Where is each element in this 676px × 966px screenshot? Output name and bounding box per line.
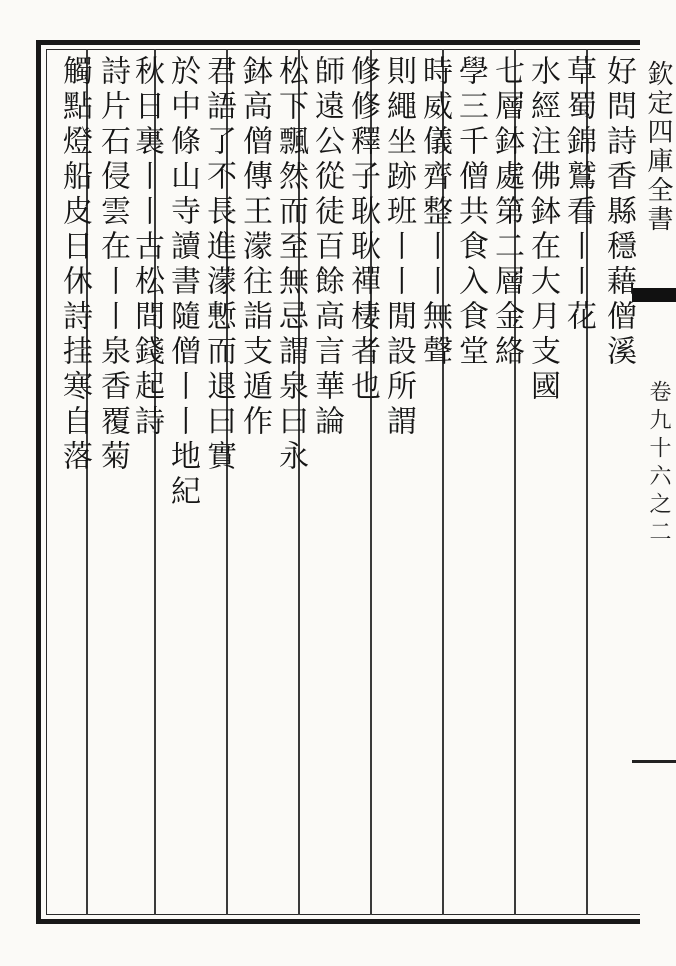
text-column: 修修釋子耿耿禪棲者也 [345,55,380,405]
text-column: 時威儀齊整丨丨無聲 [417,55,452,370]
text-column: 秋日裏丨丨古松間錢起詩 [129,55,164,440]
text-column: 七層鉢處第二層金絡 [489,55,524,370]
text-column: 觸點燈船皮日休詩挂寒自落 [57,55,92,475]
text-column: 學三千僧共食入食堂 [453,55,488,370]
text-column: 松下飄然而至無忌謂泉曰永 [273,55,308,475]
text-column: 君語了不長進濛慙而退曰實 [201,55,236,475]
text-column: 師遠公從徒百餘高言華論 [309,55,344,440]
text-column: 鉢高僧傳王濛往詣支遁作 [237,55,272,440]
text-column: 詩片石侵雲在丨丨泉香覆菊 [95,55,130,475]
book-title-margin: 欽定四庫全書 [643,60,673,234]
text-column: 水經注佛鉢在大月支國 [525,55,560,405]
text-column: 於中條山寺讀書隨僧丨丨地紀 [165,55,200,510]
volume-number-margin: 卷九十六之二 [646,380,671,548]
text-column: 草蜀錦鷲看丨丨花 [561,55,596,335]
text-column: 則繩坐跡班丨丨閒設所謂 [381,55,416,440]
text-column: 好問詩香縣穩藉僧溪 [601,55,636,370]
